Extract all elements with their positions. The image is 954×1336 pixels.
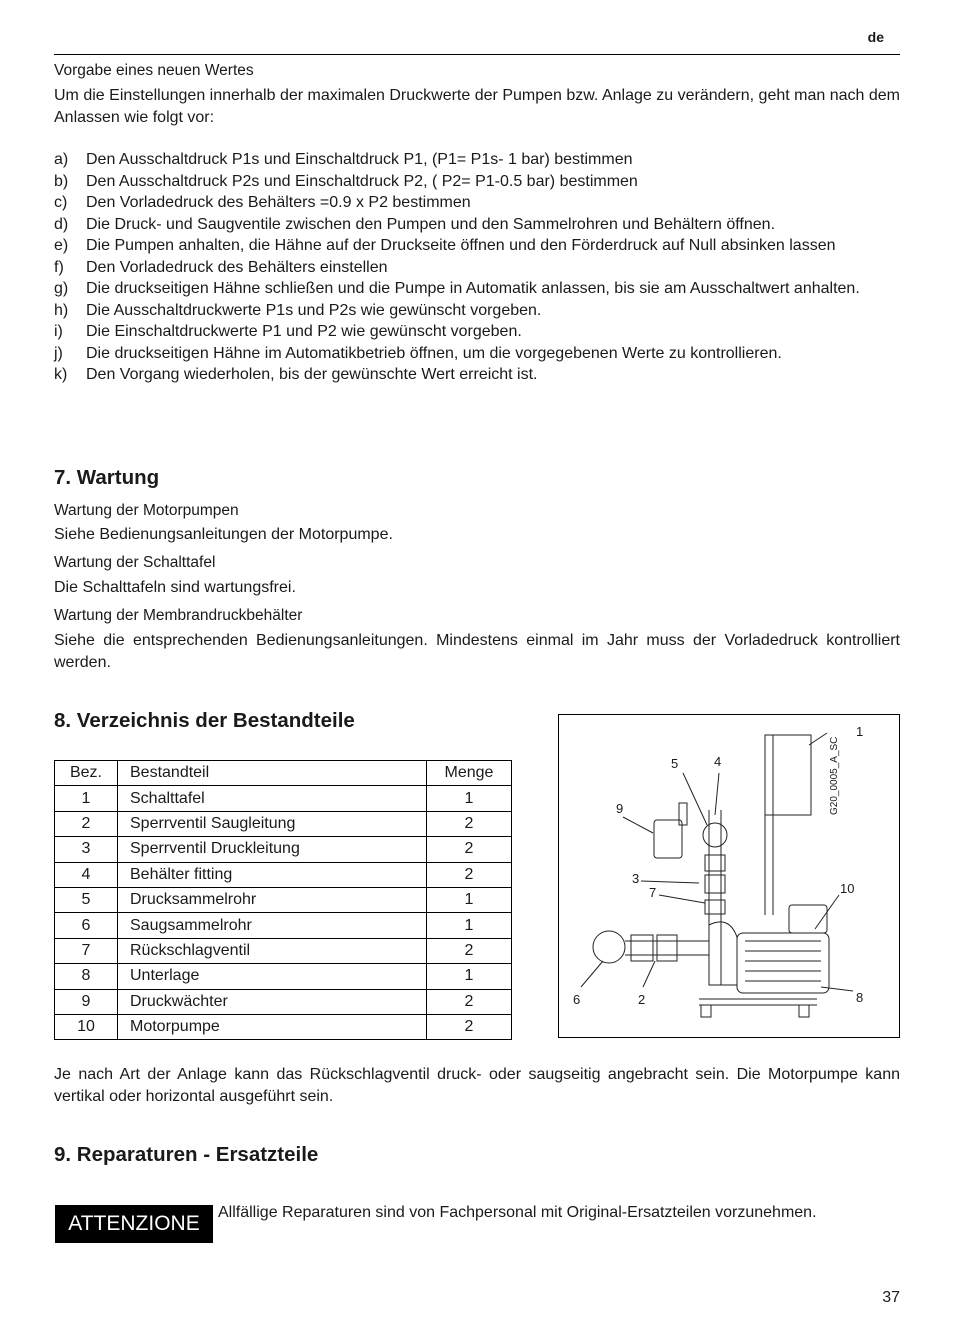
cell-ref: 6 — [55, 913, 118, 938]
list-item-marker: k) — [54, 366, 68, 383]
cell-quantity: 2 — [427, 811, 512, 836]
figure-label-4: 4 — [714, 754, 722, 769]
maintenance-tank-text: Siehe die entsprechenden Bedienungsanleitungen. Mindestens einmal im Jahr muss der Vorladedruck kontrolliert werden. — [54, 632, 900, 671]
section-8-heading: 8. Verzeichnis der Bestandteile — [54, 709, 355, 732]
cell-ref: 2 — [55, 811, 118, 836]
cell-ref: 10 — [55, 1014, 118, 1039]
figure-label-5: 5 — [671, 756, 679, 771]
pump-system-drawing — [559, 715, 899, 1037]
language-code: de — [867, 29, 884, 45]
list-item-text: Die Druck- und Saugventile zwischen den Pumpen und den Sammelrohren und Behältern öffnen. — [86, 215, 776, 233]
list-item — [54, 171, 900, 193]
header-quantity: Menge — [427, 761, 512, 786]
list-item-marker: d) — [54, 215, 69, 233]
cell-component: Sperrventil Druckleitung — [118, 837, 427, 862]
setting-subtitle: Vorgabe eines neuen Wertes — [54, 62, 254, 79]
cell-component: Motorpumpe — [118, 1014, 427, 1039]
table-row — [55, 862, 512, 887]
header-ref: Bez. — [55, 761, 118, 786]
figure-label-6: 6 — [573, 992, 581, 1007]
table-row — [55, 811, 512, 836]
list-item-text: Die Einschaltdruckwerte P1 und P2 wie gewünscht vorgeben. — [86, 323, 522, 340]
table-row — [55, 1014, 512, 1039]
header-rule — [54, 54, 900, 55]
setting-intro: Um die Einstellungen innerhalb der maximalen Druckwerte der Pumpen bzw. Anlage zu verändern, geht man nach dem Anlassen wie folgt vor: — [54, 87, 900, 126]
cell-quantity: 1 — [427, 964, 512, 989]
control-panel-shape — [765, 735, 811, 815]
figure-code: G20_0005_A_SC — [829, 736, 840, 815]
section-9-heading: 9. Reparaturen - Ersatzteile — [54, 1143, 319, 1166]
cell-component: Druckwächter — [118, 989, 427, 1014]
cell-quantity: 2 — [427, 837, 512, 862]
table-row — [55, 938, 512, 963]
cell-ref: 1 — [55, 786, 118, 811]
cell-component: Sperrventil Saugleitung — [118, 811, 427, 836]
figure-label-8: 8 — [856, 990, 864, 1005]
figure-label-9: 9 — [616, 801, 624, 816]
cell-quantity: 2 — [427, 938, 512, 963]
list-item-text: Den Vorgang wiederholen, bis der gewünschte Wert erreicht ist. — [86, 366, 538, 383]
cell-ref: 4 — [55, 862, 118, 887]
cell-ref: 7 — [55, 938, 118, 963]
table-header-row — [55, 761, 512, 786]
cell-quantity: 1 — [427, 786, 512, 811]
list-item — [54, 257, 900, 279]
cell-quantity: 2 — [427, 989, 512, 1014]
list-item-text: Die Ausschaltdruckwerte P1s und P2s wie gewünscht vorgeben. — [86, 301, 542, 319]
cell-quantity: 2 — [427, 1014, 512, 1039]
list-item-marker: j) — [54, 344, 63, 362]
list-item-marker: f) — [54, 258, 64, 276]
figure-label-3: 3 — [632, 871, 640, 886]
figure-label-1: 1 — [856, 724, 864, 739]
cell-quantity: 1 — [427, 887, 512, 912]
list-item — [54, 343, 900, 365]
cell-component: Saugsammelrohr — [118, 913, 427, 938]
header-component: Bestandteil — [118, 761, 427, 786]
cell-component: Drucksammelrohr — [118, 887, 427, 912]
maintenance-pumps-text: Siehe Bedienungsanleitungen der Motorpumpe. — [54, 526, 393, 543]
table-row — [55, 913, 512, 938]
maintenance-panel-subtitle: Wartung der Schalttafel — [54, 554, 216, 571]
cell-component: Unterlage — [118, 964, 427, 989]
list-item-marker: i) — [54, 323, 63, 340]
list-item — [54, 149, 900, 171]
repair-note: Allfällige Reparaturen sind von Fachpersonal mit Original-Ersatzteilen vorzunehmen. — [218, 1204, 817, 1221]
maintenance-panel-text: Die Schalttafeln sind wartungsfrei. — [54, 579, 296, 596]
list-item-text: Den Vorladedruck des Behälters einstellen — [86, 258, 388, 276]
cell-quantity: 2 — [427, 862, 512, 887]
steps-list — [54, 149, 900, 386]
section-8-note: Je nach Art der Anlage kann das Rückschlagventil druck- oder saugseitig angebracht sein. Die Motorpumpe kann vertikal oder horizontal ausgeführt sein. — [54, 1066, 900, 1105]
list-item-marker: g) — [54, 280, 69, 297]
list-item-text: Die druckseitigen Hähne schließen und die Pumpe in Automatik anlassen, bis sie am Ausschaltwert anhalten. — [86, 280, 860, 297]
maintenance-tank-subtitle: Wartung der Membrandruckbehälter — [54, 607, 303, 624]
list-item-marker: b) — [54, 172, 69, 190]
list-item — [54, 235, 900, 257]
list-item-marker: e) — [54, 237, 69, 254]
list-item-text: Den Ausschaltdruck P2s und Einschaltdruck P2, ( P2= P1-0.5 bar) bestimmen — [86, 172, 638, 190]
table-row — [55, 786, 512, 811]
list-item-text: Den Ausschaltdruck P1s und Einschaltdruck P1, (P1= P1s- 1 bar) bestimmen — [86, 151, 633, 168]
cell-ref: 3 — [55, 837, 118, 862]
list-item — [54, 364, 900, 386]
maintenance-pumps-subtitle: Wartung der Motorpumpen — [54, 502, 239, 519]
table-row — [55, 989, 512, 1014]
list-item-text: Den Vorladedruck des Behälters =0.9 x P2 bestimmen — [86, 194, 471, 211]
list-item — [54, 214, 900, 236]
table-row — [55, 837, 512, 862]
page-number: 37 — [882, 1289, 900, 1306]
figure-label-2: 2 — [638, 992, 646, 1007]
figure-label-7: 7 — [649, 885, 657, 900]
cell-ref: 5 — [55, 887, 118, 912]
list-item-text: Die druckseitigen Hähne im Automatikbetrieb öffnen, um die vorgegebenen Werte zu kontrollieren. — [86, 344, 782, 362]
list-item-marker: h) — [54, 301, 69, 319]
warning-badge: ATTENZIONE — [55, 1205, 213, 1243]
list-item — [54, 300, 900, 322]
list-item — [54, 192, 900, 214]
cell-component: Behälter fitting — [118, 862, 427, 887]
pump-system-figure — [558, 714, 900, 1038]
list-item — [54, 278, 900, 300]
cell-quantity: 1 — [427, 913, 512, 938]
cell-ref: 9 — [55, 989, 118, 1014]
list-item — [54, 321, 900, 343]
cell-component: Schalttafel — [118, 786, 427, 811]
list-item-text: Die Pumpen anhalten, die Hähne auf der Druckseite öffnen und den Förderdruck auf Null absinken lassen — [86, 237, 836, 254]
section-7-heading: 7. Wartung — [54, 466, 160, 489]
table-row — [55, 964, 512, 989]
table-row — [55, 887, 512, 912]
cell-ref: 8 — [55, 964, 118, 989]
list-item-marker: a) — [54, 151, 69, 168]
figure-label-10: 10 — [840, 881, 855, 896]
cell-component: Rückschlagventil — [118, 938, 427, 963]
parts-table — [54, 760, 512, 1040]
list-item-marker: c) — [54, 194, 68, 211]
